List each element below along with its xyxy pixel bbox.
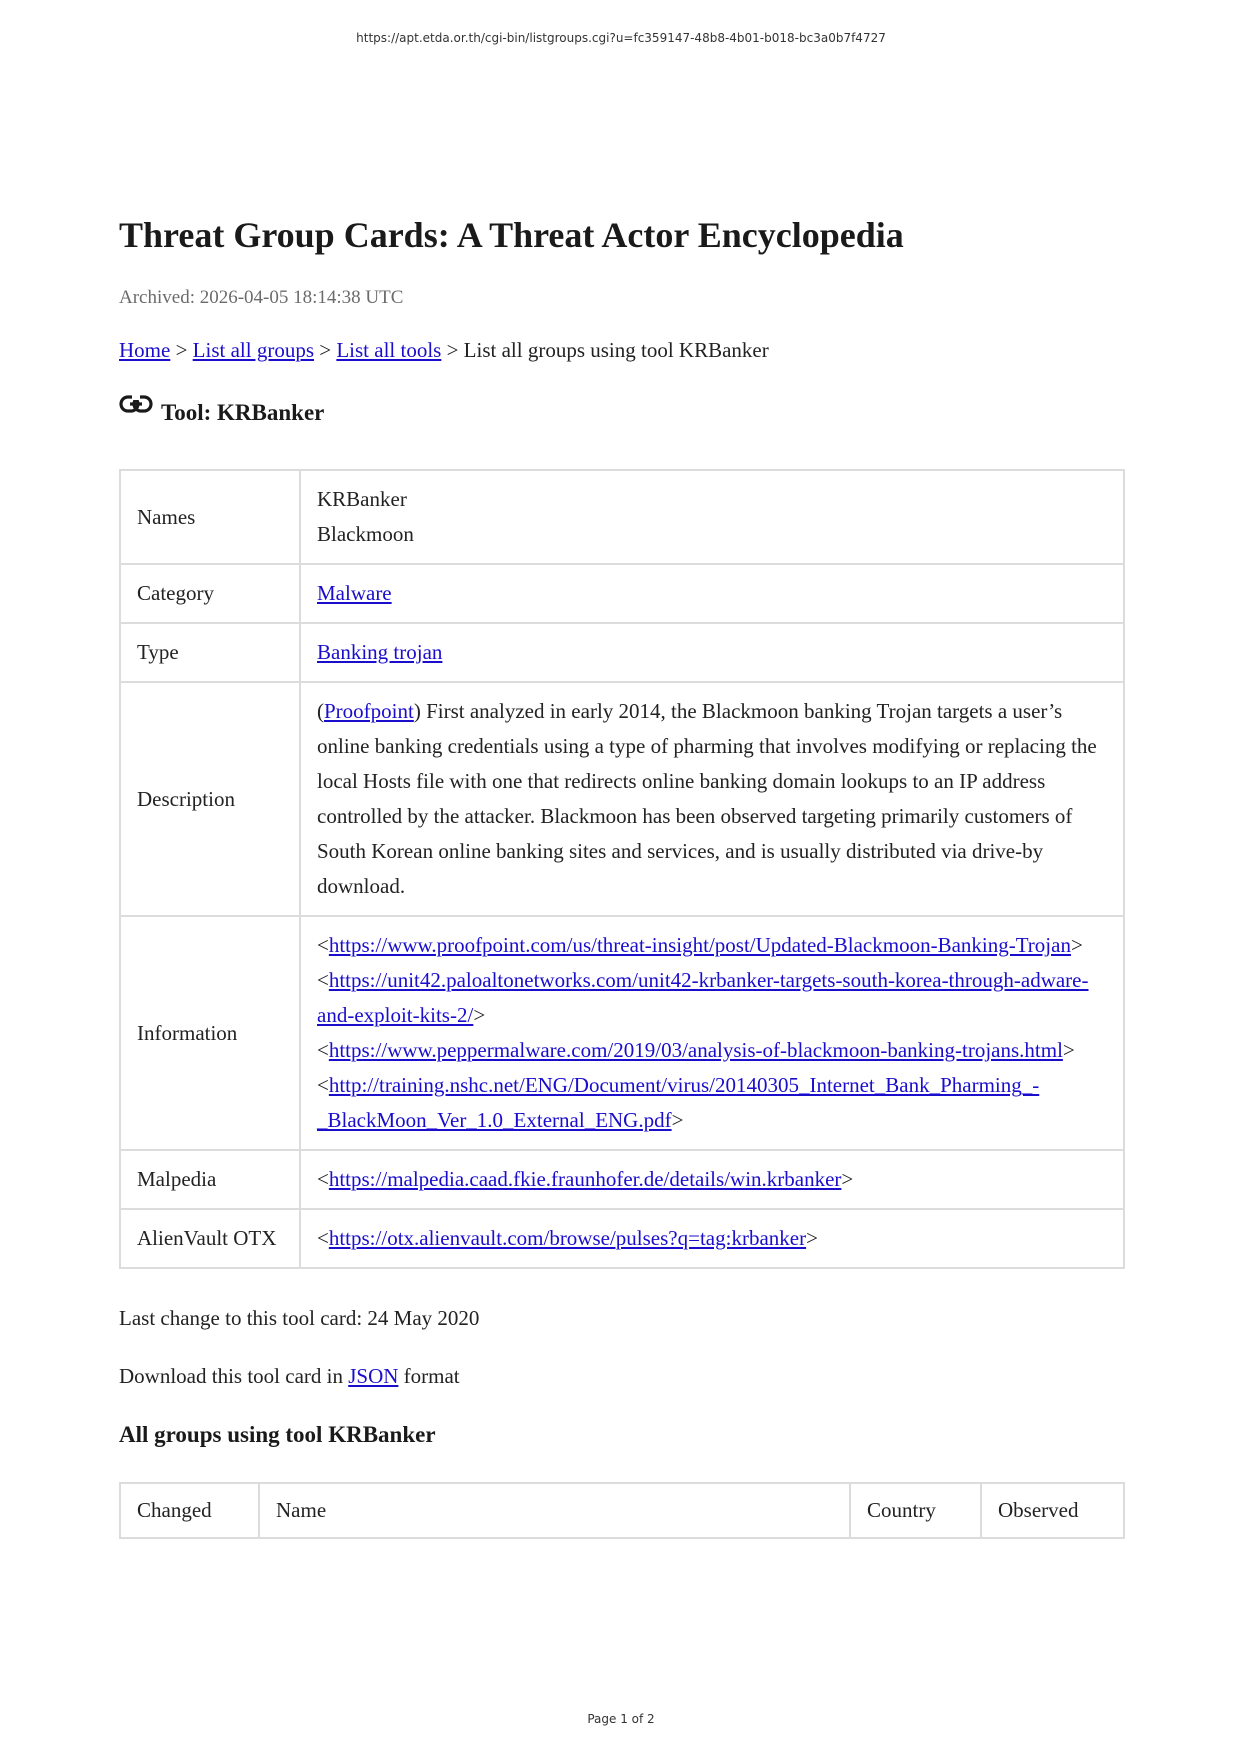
information-link[interactable]: https://www.peppermalware.com/2019/03/analysis-of-blackmoon-banking-trojans.html — [328, 1038, 1063, 1062]
malpedia-row — [120, 1150, 1124, 1209]
type-row — [120, 623, 1124, 682]
information-link[interactable]: https://www.proofpoint.com/us/threat-insight/post/Updated-Blackmoon-Banking-Trojan — [328, 933, 1071, 957]
category-label: Category — [120, 564, 300, 623]
link-icon — [119, 392, 155, 418]
names-row — [120, 470, 1124, 564]
column-header-observed: Observed — [981, 1483, 1124, 1538]
tool-heading — [119, 400, 324, 426]
alienvault-value: <https://otx.alienvault.com/browse/pulses?q=tag:krbanker> — [300, 1209, 1124, 1268]
breadcrumb-current: > List all groups using tool KRBanker — [441, 338, 769, 362]
category-value — [300, 564, 1124, 623]
groups-header-row — [120, 1483, 1124, 1538]
archived-timestamp: Archived: 2026-04-05 18:14:38 UTC — [119, 287, 404, 308]
download-line — [119, 1364, 460, 1389]
json-download-link[interactable]: JSON — [348, 1364, 399, 1388]
category-link[interactable]: Malware — [317, 581, 392, 605]
names-value — [300, 470, 1124, 564]
name-item: KRBanker — [317, 487, 407, 511]
names-label: Names — [120, 470, 300, 564]
groups-heading: All groups using tool KRBanker — [119, 1422, 436, 1447]
type-link[interactable]: Banking trojan — [317, 640, 443, 664]
description-value — [300, 682, 1124, 916]
breadcrumb-home-link[interactable]: Home — [119, 338, 171, 362]
type-value — [300, 623, 1124, 682]
information-value — [300, 916, 1124, 1150]
name-item: Blackmoon — [317, 522, 414, 546]
type-label: Type — [120, 623, 300, 682]
breadcrumb-separator: > — [314, 338, 337, 362]
alienvault-row — [120, 1209, 1124, 1268]
download-suffix: format — [398, 1364, 460, 1388]
download-prefix: Download this tool card in — [119, 1364, 349, 1388]
malpedia-value: <https://malpedia.caad.fkie.fraunhofer.de/details/win.krbanker> — [300, 1150, 1124, 1209]
column-header-name: Name — [259, 1483, 850, 1538]
information-link[interactable]: http://training.nshc.net/ENG/Document/virus/20140305_Internet_Bank_Pharming_-_BlackMoon_Ver_1.0_External_ENG.pdf — [317, 1073, 1040, 1132]
last-change-text: Last change to this tool card: 24 May 2020 — [119, 1306, 480, 1330]
information-link-item: <http://training.nshc.net/ENG/Document/virus/20140305_Internet_Bank_Pharming_-_BlackMoon_Ver_1.0_External_ENG.pdf> — [317, 1073, 1040, 1132]
print-header-url: https://apt.etda.or.th/cgi-bin/listgroups.cgi?u=fc359147-48b8-4b01-b018-bc3a0b7f4727 — [356, 31, 886, 45]
information-link-item: <https://www.proofpoint.com/us/threat-insight/post/Updated-Blackmoon-Banking-Trojan> — [317, 933, 1083, 957]
tool-heading-text: Tool: KRBanker — [161, 400, 325, 425]
groups-table — [119, 1482, 1125, 1539]
description-open-paren: ( — [317, 699, 324, 723]
column-header-country: Country — [850, 1483, 981, 1538]
malpedia-label: Malpedia — [120, 1150, 300, 1209]
information-label: Information — [120, 916, 300, 1150]
description-row — [120, 682, 1124, 916]
malpedia-link[interactable]: https://malpedia.caad.fkie.fraunhofer.de/details/win.krbanker — [328, 1167, 842, 1191]
breadcrumb-list-groups-link[interactable]: List all groups — [192, 338, 314, 362]
category-row — [120, 564, 1124, 623]
column-header-changed: Changed — [120, 1483, 259, 1538]
information-link-item: <https://unit42.paloaltonetworks.com/unit42-krbanker-targets-south-korea-through-adware-and-exploit-kits-2/> — [317, 968, 1089, 1027]
description-text: ) First analyzed in early 2014, the Blackmoon banking Trojan targets a user’s online banking credentials using a type of pharming that involves modifying or replacing the local Hosts file with one that redirects online banking domain lookups to an IP address controlled by the attacker. Blackmoon has been observed targeting primarily customers of South Korean online banking sites and services, and is usually distributed via drive-by download. — [317, 699, 1097, 898]
description-label: Description — [120, 682, 300, 916]
information-link-item: <https://www.peppermalware.com/2019/03/analysis-of-blackmoon-banking-trojans.html> — [317, 1038, 1075, 1062]
tool-card-table — [119, 469, 1125, 1269]
breadcrumb-list-tools-link[interactable]: List all tools — [336, 338, 442, 362]
information-link[interactable]: https://unit42.paloaltonetworks.com/unit42-krbanker-targets-south-korea-through-adware-and-exploit-kits-2/ — [317, 968, 1089, 1027]
information-row — [120, 916, 1124, 1150]
page-number: Page 1 of 2 — [587, 1712, 655, 1726]
breadcrumb — [119, 338, 769, 363]
alienvault-link[interactable]: https://otx.alienvault.com/browse/pulses?q=tag:krbanker — [328, 1226, 807, 1250]
page-title: Threat Group Cards: A Threat Actor Encyclopedia — [119, 215, 904, 255]
breadcrumb-separator: > — [170, 338, 193, 362]
description-source-link[interactable]: Proofpoint — [324, 699, 414, 723]
alienvault-label: AlienVault OTX — [120, 1209, 300, 1268]
